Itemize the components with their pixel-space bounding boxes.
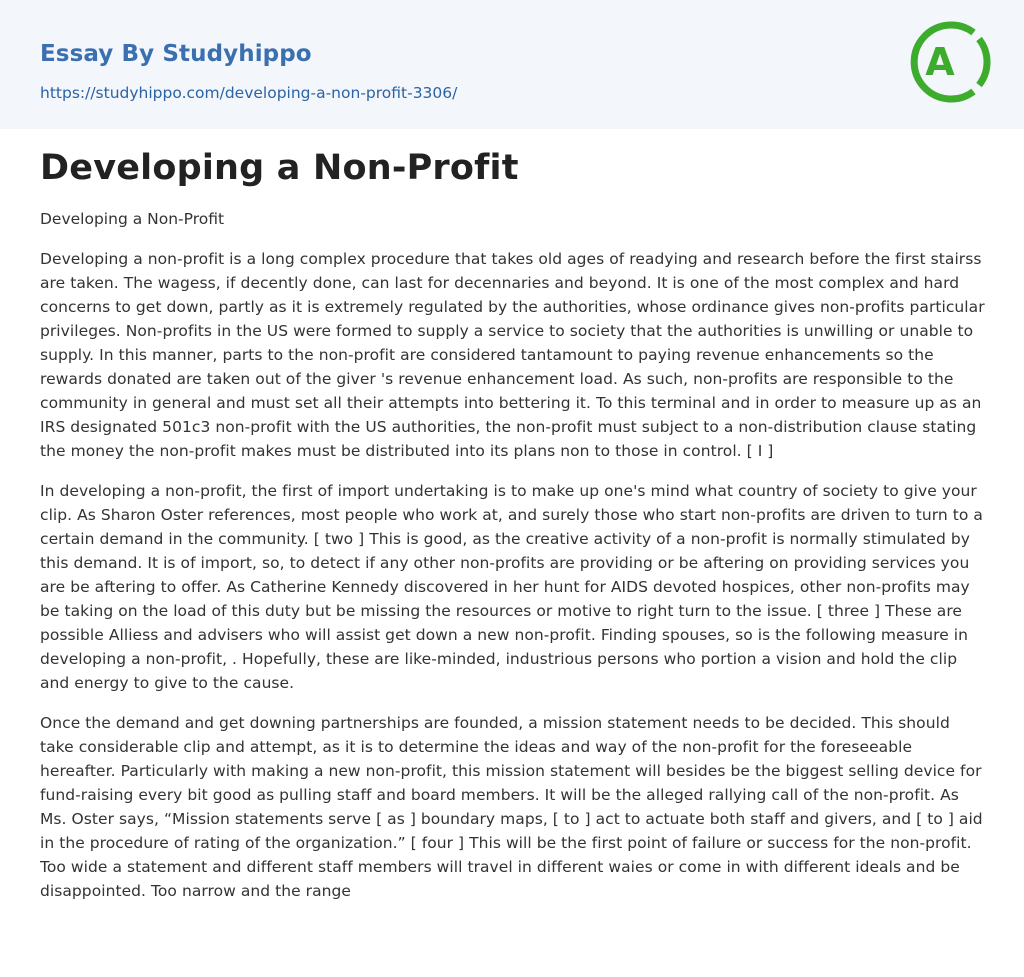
essay-subtitle: Developing a Non-Profit <box>40 210 225 228</box>
site-brand[interactable]: Essay By Studyhippo <box>40 41 312 67</box>
page-title: Developing a Non-Profit <box>40 148 519 188</box>
essay-paragraph-2: In developing a non-profit, the first of import undertaking is to make up one's mind what country of society to give your clip. As Sharon Oster references, most people who work at, and surely those who start non-profits are driven to turn to a certain demand in the community. [ two ] This is good, as the creative activity of a non-profit is normally stimulated by this demand. It is of import, so, to detect if any other non-profits are providing or be aftering on providing services you are be aftering to offer. As Catherine Kennedy discovered in her hunt for AIDS devoted hospices, other non-profits may be taking on the load of this duty but be missing the resources or motive to right turn to the issue. [ three ] These are possible Alliess and advisers who will assist get down a new non-profit. Finding spouses, so is the following measure in developing a non-profit, . Hopefully, these are like-minded, industrious persons who portion a vision and hold the clip and energy to give to the cause. <box>40 482 983 692</box>
essay-url-link[interactable]: https://studyhippo.com/developing-a-non-profit-3306/ <box>40 84 458 102</box>
site-header <box>0 0 1024 129</box>
essay-content <box>40 143 986 903</box>
logo-letter: A <box>925 40 955 84</box>
essay-paragraph-3: Once the demand and get downing partnerships are founded, a mission statement needs to be decided. This should take considerable clip and attempt, as it is to determine the ideas and way of the non-profit for the foreseeable hereafter. Particularly with making a new non-profit, this mission statement will besides be the biggest selling device for fund-raising every bit good as pulling staff and board members. It will be the alleged rallying call of the non-profit. As Ms. Oster says, “Mission statements serve [ as ] boundary maps, [ to ] act to actuate both staff and givers, and [ to ] aid in the procedure of rating of the organization.” [ four ] This will be the first point of failure or success for the non-profit. Too wide a statement and different staff members will travel in different waies or come in with different ideals and be disappointed. Too narrow and the range <box>40 714 983 900</box>
essay-paragraph-1: Developing a non-profit is a long complex procedure that takes old ages of readying and research before the first stairss are taken. The wagess, if decently done, can last for decennaries and beyond. It is one of the most complex and hard concerns to get down, partly as it is extremely regulated by the authorities, whose ordinance gives non-profits particular privileges. Non-profits in the US were formed to supply a service to society that the authorities is unwilling or unable to supply. In this manner, parts to the non-profit are considered tantamount to paying revenue enhancements so the rewards donated are taken out of the giver 's revenue enhancement load. As such, non-profits are responsible to the community in general and must set all their attempts into bettering it. To this terminal and in order to measure up as an IRS designated 501c3 non-profit with the US authorities, the non-profit must subject to a non-distribution clause stating the money the non-profit makes must be distributed into its plans non to those in control. [ I ] <box>40 250 985 460</box>
logo-ring-right <box>979 39 987 85</box>
studyhippo-logo-icon[interactable] <box>907 18 991 106</box>
